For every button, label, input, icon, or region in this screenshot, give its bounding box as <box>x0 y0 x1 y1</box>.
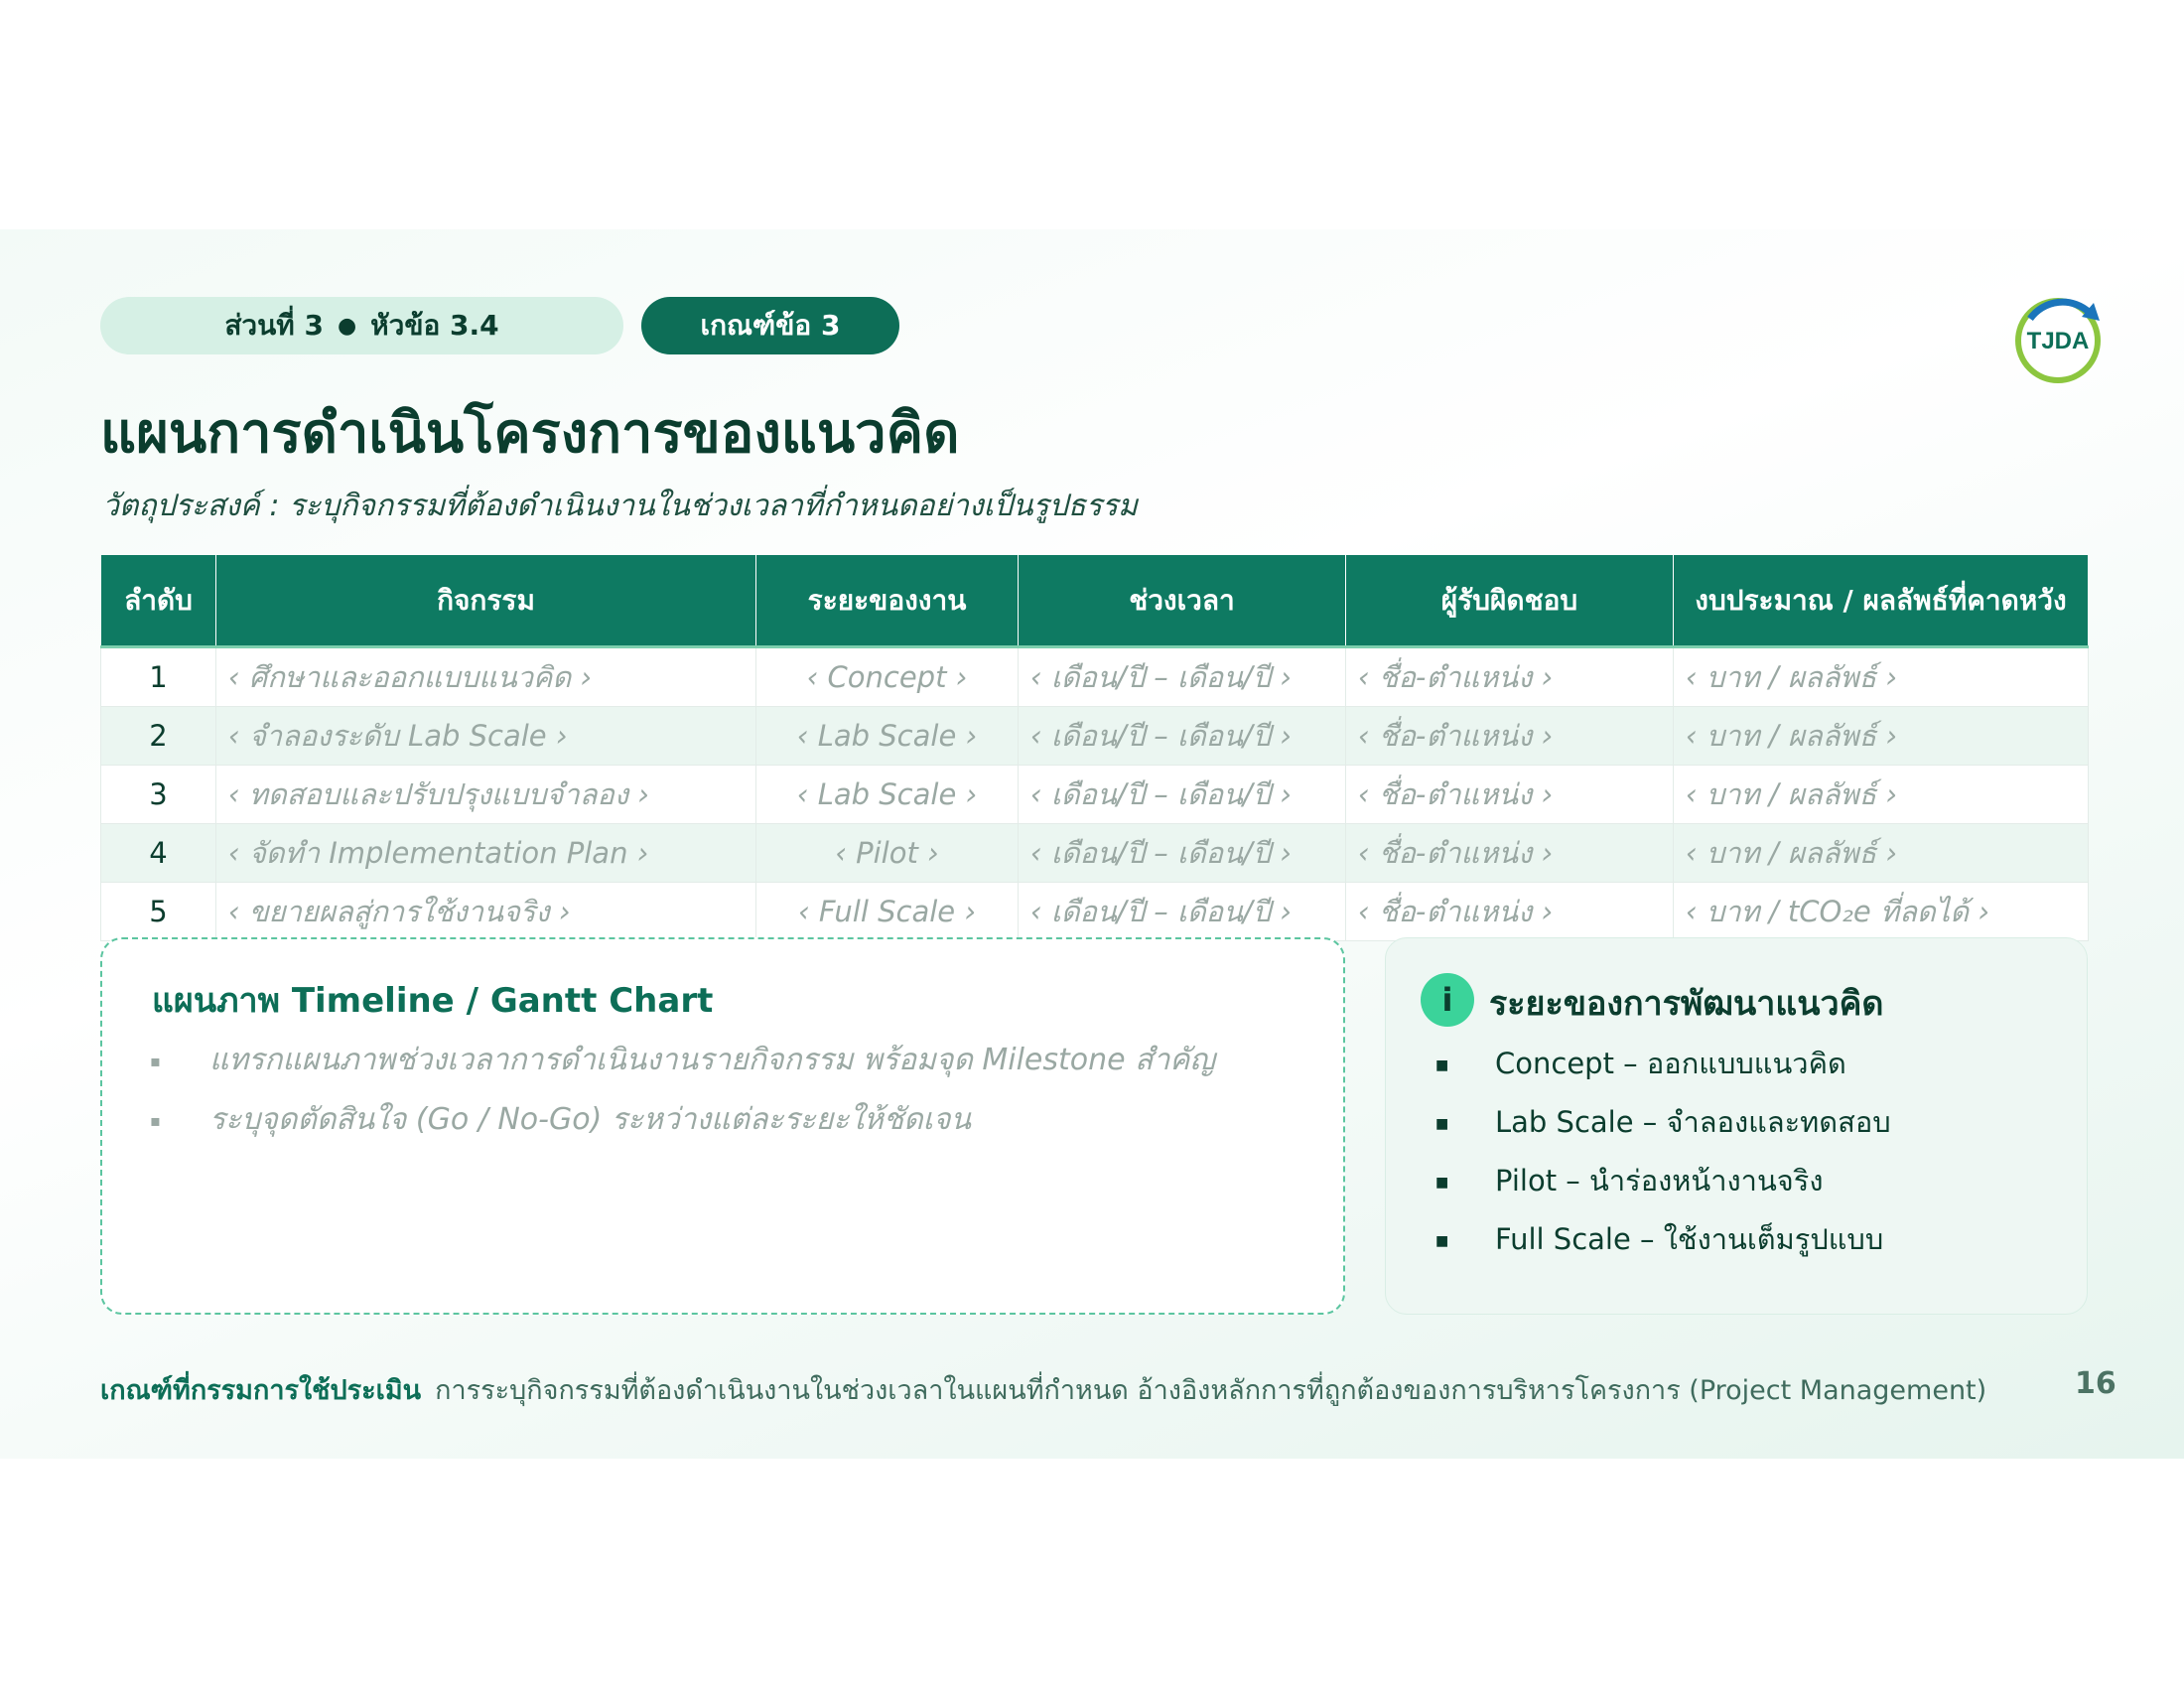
info-item <box>1435 1216 1883 1262</box>
cell-period: ‹ เดือน/ปี – เดือน/ปี › <box>1019 766 1346 824</box>
square-bullet-icon: ▪ <box>150 1052 161 1070</box>
cell-budget: ‹ บาท / ผลลัพธ์ › <box>1674 766 2089 824</box>
info-icon: i <box>1421 973 1474 1027</box>
info-item-text: Lab Scale – จำลองและทดสอบ <box>1495 1105 1891 1139</box>
tjda-logo <box>2010 289 2110 388</box>
table-row <box>101 883 2089 941</box>
cell-phase: ‹ Lab Scale › <box>756 766 1019 824</box>
table-row <box>101 824 2089 883</box>
cell-owner: ‹ ชื่อ-ตำแหน่ง › <box>1346 883 1674 941</box>
cell-no: 2 <box>101 707 216 766</box>
cell-period: ‹ เดือน/ปี – เดือน/ปี › <box>1019 647 1346 707</box>
footer-label: เกณฑ์ที่กรรมการใช้ประเมิน <box>100 1375 422 1406</box>
plan-table <box>100 555 2089 941</box>
evaluation-footer <box>100 1368 1986 1411</box>
header-owner: ผู้รับผิดชอบ <box>1346 555 1674 647</box>
header-no: ลำดับ <box>101 555 216 647</box>
info-title: ระยะของการพัฒนาแนวคิด <box>1489 984 1884 1024</box>
cell-activity: ‹ จำลองระดับ Lab Scale › <box>216 707 756 766</box>
header-period: ช่วงเวลา <box>1019 555 1346 647</box>
cell-period: ‹ เดือน/ปี – เดือน/ปี › <box>1019 883 1346 941</box>
table-row <box>101 647 2089 707</box>
section-topic: หัวข้อ 3.4 <box>370 309 499 342</box>
cell-period: ‹ เดือน/ปี – เดือน/ปี › <box>1019 707 1346 766</box>
cell-activity: ‹ ขยายผลสู่การใช้งานจริง › <box>216 883 756 941</box>
table-row <box>101 766 2089 824</box>
bullet-dot-icon: ● <box>337 313 357 339</box>
criteria-label: เกณฑ์ข้อ 3 <box>700 309 841 342</box>
slide <box>0 229 2184 1459</box>
criteria-pill <box>641 297 899 354</box>
page-subtitle: วัตถุประสงค์ : ระบุกิจกรรมที่ต้องดำเนินงานในช่วงเวลาที่กำหนดอย่างเป็นรูปธรรม <box>102 489 1138 523</box>
page-number: 16 <box>2075 1366 2116 1401</box>
cell-no: 3 <box>101 766 216 824</box>
info-item <box>1435 1158 1824 1203</box>
cell-budget: ‹ บาท / ผลลัพธ์ › <box>1674 707 2089 766</box>
cell-owner: ‹ ชื่อ-ตำแหน่ง › <box>1346 647 1674 707</box>
cell-period: ‹ เดือน/ปี – เดือน/ปี › <box>1019 824 1346 883</box>
section-pill <box>100 297 623 354</box>
timeline-placeholder-box <box>100 937 1345 1315</box>
square-bullet-icon: ■ <box>1435 1233 1449 1249</box>
timeline-item <box>150 1096 971 1143</box>
cell-owner: ‹ ชื่อ-ตำแหน่ง › <box>1346 766 1674 824</box>
cell-phase: ‹ Concept › <box>756 647 1019 707</box>
square-bullet-icon: ▪ <box>150 1111 161 1130</box>
header-phase: ระยะของงาน <box>756 555 1019 647</box>
cell-activity: ‹ ทดสอบและปรับปรุงแบบจำลอง › <box>216 766 756 824</box>
info-item <box>1435 1041 1846 1086</box>
info-item-text: Concept – ออกแบบแนวคิด <box>1495 1047 1846 1080</box>
cell-owner: ‹ ชื่อ-ตำแหน่ง › <box>1346 707 1674 766</box>
cell-owner: ‹ ชื่อ-ตำแหน่ง › <box>1346 824 1674 883</box>
info-item-text: Pilot – นำร่องหน้างานจริง <box>1495 1164 1824 1197</box>
timeline-item <box>150 1037 1215 1083</box>
header-budget: งบประมาณ / ผลลัพธ์ที่คาดหวัง <box>1674 555 2089 647</box>
cell-phase: ‹ Pilot › <box>756 824 1019 883</box>
square-bullet-icon: ■ <box>1435 1116 1449 1132</box>
timeline-item-text: แทรกแผนภาพช่วงเวลาการดำเนินงานรายกิจกรรม พร้อมจุด Milestone สำคัญ <box>209 1043 1215 1077</box>
info-item <box>1435 1099 1891 1145</box>
cell-no: 4 <box>101 824 216 883</box>
cell-phase: ‹ Full Scale › <box>756 883 1019 941</box>
square-bullet-icon: ■ <box>1435 1057 1449 1073</box>
timeline-title: แผนภาพ Timeline / Gantt Chart <box>152 981 714 1021</box>
cell-no: 1 <box>101 647 216 707</box>
logo-text: TJDA <box>2026 328 2090 354</box>
page-title: แผนการดำเนินโครงการของแนวคิด <box>100 401 960 466</box>
cell-budget: ‹ บาท / ผลลัพธ์ › <box>1674 647 2089 707</box>
cell-budget: ‹ บาท / ผลลัพธ์ › <box>1674 824 2089 883</box>
square-bullet-icon: ■ <box>1435 1175 1449 1191</box>
cell-no: 5 <box>101 883 216 941</box>
cell-activity: ‹ ศึกษาและออกแบบแนวคิด › <box>216 647 756 707</box>
table-row <box>101 707 2089 766</box>
cell-budget: ‹ บาท / tCO₂e ที่ลดได้ › <box>1674 883 2089 941</box>
table-header-row <box>101 555 2089 647</box>
section-part: ส่วนที่ 3 <box>224 309 324 342</box>
cell-phase: ‹ Lab Scale › <box>756 707 1019 766</box>
cell-activity: ‹ จัดทำ Implementation Plan › <box>216 824 756 883</box>
info-item-text: Full Scale – ใช้งานเต็มรูปแบบ <box>1495 1222 1884 1256</box>
timeline-item-text: ระบุจุดตัดสินใจ (Go / No-Go) ระหว่างแต่ละระยะให้ชัดเจน <box>209 1102 972 1137</box>
footer-text: การระบุกิจกรรมที่ต้องดำเนินงานในช่วงเวลาในแผนที่กำหนด อ้างอิงหลักการที่ถูกต้องของการบริหารโครงการ (Project Management) <box>435 1375 1987 1406</box>
phase-info-box <box>1385 937 2088 1315</box>
header-activity: กิจกรรม <box>216 555 756 647</box>
